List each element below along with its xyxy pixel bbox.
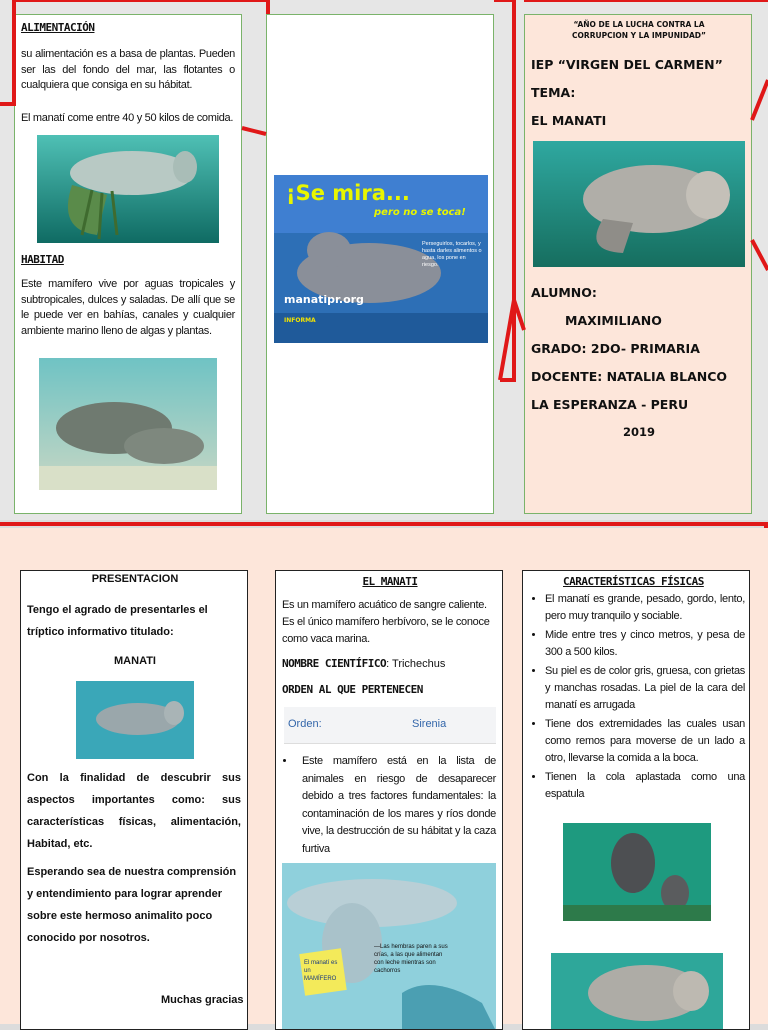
caracteristicas-list <box>531 591 745 805</box>
cover-year: 2019 <box>623 425 656 439</box>
presentacion-intro: Tengo el agrado de presentarles el tríptico informativo titulado: <box>27 604 208 638</box>
presentacion-hope: Esperando sea de nuestra comprensión y entendimiento para lograr aprender sobre este hermoso animalito poco conocido por nosotros. <box>27 866 237 944</box>
alimentacion-heading: ALIMENTACIÓN <box>21 21 95 34</box>
orden-table <box>284 707 496 744</box>
presentacion-thanks: Muchas gracias <box>161 994 244 1006</box>
cover-motto: “AÑO DE LA LUCHA CONTRA LA CORRUPCION Y LA IMPUNIDAD” <box>572 20 706 40</box>
presentacion-title: MANATI <box>114 655 156 667</box>
risk-bullet: • Este mamífero está en la lista de animales en riesgo de desaparecer debido a tres factores fundamentales: la contaminación de los mares y ríos donde vive, la destrucción de su hábitat y la caza furtiva <box>296 753 496 858</box>
caracteristicas-photo-1 <box>563 823 711 921</box>
panel-presentacion <box>20 570 248 1030</box>
orden-heading: ORDEN AL QUE PERTENECEN <box>282 683 423 696</box>
presentacion-manatee-photo <box>76 681 194 759</box>
manati-heading: EL MANATI <box>362 575 418 588</box>
manati-nombre-row <box>282 657 445 670</box>
nombre-cientifico-value: : Trichechus <box>386 658 446 670</box>
poster-title: ¡Se mira... <box>286 181 410 205</box>
bottom-sheet <box>0 528 768 1024</box>
poster-side-text: Perseguirlos, tocarlos, y hasta darles alimentos o agua, los pone en riesgo. <box>422 241 482 268</box>
orden-key: Orden: <box>288 718 322 730</box>
caracteristicas-photo-2 <box>551 953 723 1030</box>
panel-el-manati <box>275 570 503 1030</box>
cover-tema: EL MANATI <box>531 113 607 128</box>
illus-caption: —Las hembras paren a sus crías, a las que alimentan con leche mientras son cachorros <box>374 944 448 974</box>
caracteristica-item: • El manatí es grande, pesado, gordo, lento, pero muy tranquilo y sociable. <box>545 591 745 625</box>
cover-school: IEP “VIRGEN DEL CARMEN” <box>531 57 723 72</box>
poster-info: INFORMA <box>284 317 316 324</box>
alimentacion-text: su alimentación es a basa de plantas. Pueden ser las del fondo del mar, las flotantes o cualquiera que consiga en su hábitat. <box>21 48 235 91</box>
panel-caracteristicas <box>522 570 750 1030</box>
cover-alumno-label: ALUMNO: <box>531 285 597 300</box>
caracteristica-item: • Tiene dos extremidades las cuales usan como remos para moverse de un lado a otro, llevarse la comida a la boca. <box>545 716 745 767</box>
manati-risk-list <box>282 753 496 860</box>
presentacion-heading: PRESENTACION <box>91 573 179 585</box>
cover-tema-label: TEMA: <box>531 85 576 100</box>
habitat-text: Este mamífero vive por aguas tropicales y subtropicales, dulces y saladas. De allí que se le puede ver en bahías, canales y cualquier ambiente marino lleno de algas y plantas. <box>21 278 235 337</box>
caracteristicas-heading: CARACTERÍSTICAS FÍSICAS <box>563 575 704 588</box>
presentacion-purpose: Con la finalidad de descubrir sus aspectos importantes como: sus características físicas, alimentación, Habitad, etc. <box>27 772 241 850</box>
cover-grado: GRADO: 2DO- PRIMARIA <box>531 341 700 356</box>
caracteristica-item: • Tienen la cola aplastada como una espatula <box>545 769 745 803</box>
cover-lugar: LA ESPERANZA - PERU <box>531 397 689 412</box>
alimentacion-quantity: El manatí come entre 40 y 50 kilos de comida. <box>21 112 234 124</box>
poster-subtitle: pero no se toca! <box>374 207 466 218</box>
habitat-heading: HABITAD <box>21 253 64 266</box>
poster-site: manatipr.org <box>284 293 364 306</box>
cover-docente: DOCENTE: NATALIA BLANCO <box>531 369 728 384</box>
manati-mammal-illustration <box>282 863 496 1030</box>
caracteristica-item: • Su piel es de color gris, gruesa, con grietas y manchas rosadas. La piel de la cara del manatí es arrugada <box>545 663 745 714</box>
red-separator <box>0 522 768 526</box>
cover-alumno: MAXIMILIANO <box>565 313 662 328</box>
orden-value: Sirenia <box>412 718 447 730</box>
manati-description: Es un mamífero acuático de sangre caliente. Es el único mamífero herbívoro, se le conoce como vaca marina. <box>282 599 490 645</box>
illus-note: El manatí es un MAMÍFERO <box>304 960 338 982</box>
nombre-cientifico-label: NOMBRE CIENTÍFICO <box>282 657 387 670</box>
caracteristica-item: • Mide entre tres y cinco metros, y pesa de 300 a 500 kilos. <box>545 627 745 661</box>
